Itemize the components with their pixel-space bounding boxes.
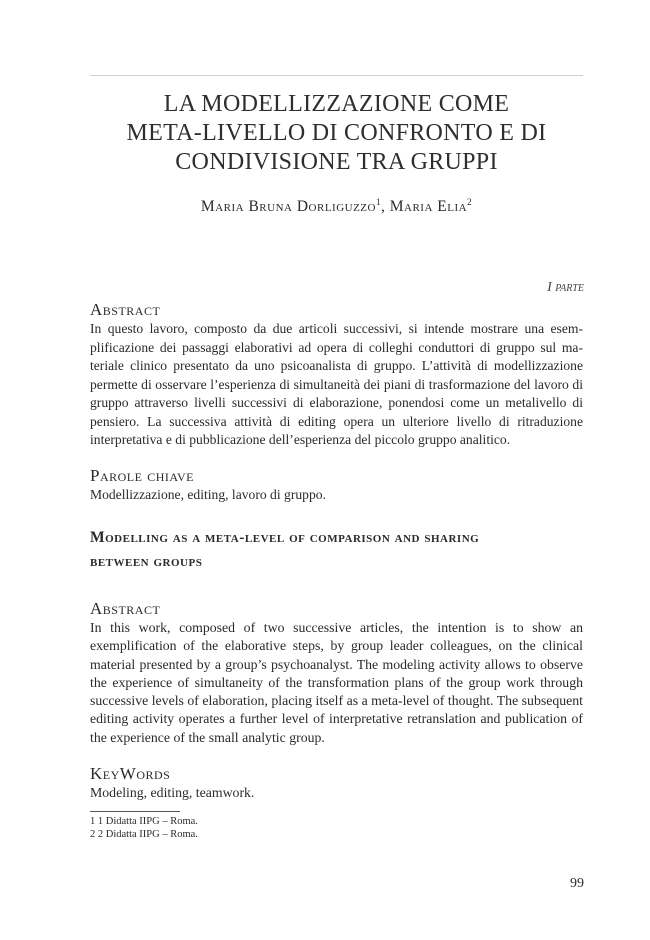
footnotes xyxy=(90,815,198,841)
footnote-1: 1 1 Didatta IIPG – Roma. xyxy=(90,816,198,827)
abstract-it-section xyxy=(90,300,583,450)
english-title-line-1: Modelling as a meta-level of comparison and sharing xyxy=(90,529,480,546)
header-rule xyxy=(90,75,583,76)
abstract-it-heading: Abstract xyxy=(90,300,161,319)
title-line-2: META-LIVELLO DI CONFRONTO E DI xyxy=(126,120,547,146)
keywords-it-section xyxy=(90,466,583,505)
author-1: Maria Bruna Dorliguzzo xyxy=(200,198,376,215)
author-2: Maria Elia xyxy=(389,198,468,215)
abstract-en-text: In this work, composed of two successive articles, the intention is to show an exemplification of the elaborative steps, by group leader colleagues, on the clinical material presented by a group’s psychoanalyst. The modeling activity allows to observe the experience of simultaneity of the transformation plans of the group work through successive levels of elaboration, placing itself as a meta-level of thought. The subsequent editing activity operates a further level of interpretative retranslation and publication of the experience of the small analytic group. xyxy=(90,620,583,745)
abstract-en-section xyxy=(90,599,583,747)
keywords-en-section xyxy=(90,764,583,802)
keywords-en-text: Modeling, editing, teamwork. xyxy=(90,785,255,800)
abstract-it-text: In questo lavoro, composto da due articoli successivi, si intende mostrare una esemplificazione dei passaggi elaborativi ad opera di colleghi conduttori di gruppo sul materiale clinico presentato da uno psicoanalista di gruppo. L’attività di modellizzazione permette di osservare l’esperienza di simultaneità dei piani di trasformazione del lavoro di gruppo attraverso livelli successivi di elaborazione, ponendosi come un metalivello di pensiero. La successiva attività di editing opera un ulteriore livello di ritraduzione interpretativa e di pubblicazione dell’esperienza del piccolo gruppo analitico. xyxy=(90,321,583,447)
footnote-rule xyxy=(90,811,180,812)
abstract-en-heading: Abstract xyxy=(90,599,161,618)
author-line xyxy=(90,197,583,216)
english-title-line-2: between groups xyxy=(90,553,203,570)
author-separator: , xyxy=(380,198,390,215)
title-line-1: LA MODELLIZZAZIONE COME xyxy=(163,91,510,117)
article-title xyxy=(90,90,583,177)
footnote-2: 2 2 Didatta IIPG – Roma. xyxy=(90,829,198,840)
part-label: I parte xyxy=(547,280,584,295)
keywords-it-text: Modellizzazione, editing, lavoro di gruppo. xyxy=(90,487,326,502)
english-title-section xyxy=(90,526,583,574)
keywords-it-heading: Parole chiave xyxy=(90,466,194,485)
page-number: 99 xyxy=(570,876,584,891)
author-1-footnote-mark: 1 xyxy=(375,197,381,207)
keywords-en-heading: KeyWords xyxy=(90,764,171,783)
author-2-footnote-mark: 2 xyxy=(467,197,473,207)
title-line-3: CONDIVISIONE TRA GRUPPI xyxy=(175,149,498,175)
